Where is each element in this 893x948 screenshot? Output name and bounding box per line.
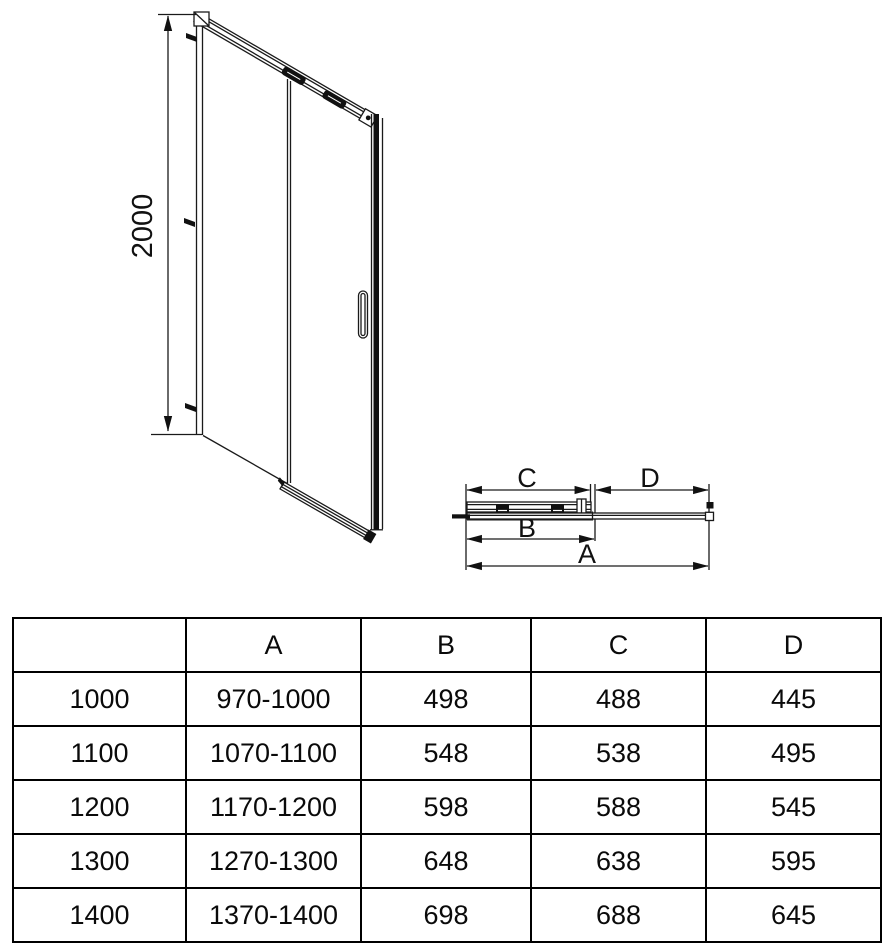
cell-a: 1070-1100: [186, 726, 361, 780]
dimensions-table: [12, 617, 882, 943]
dim-label-d: D: [640, 463, 660, 493]
cell-b: 648: [361, 834, 531, 888]
cell-size: 1400: [13, 888, 186, 942]
height-dimension-label: 2000: [127, 193, 159, 259]
dim-label-b: B: [517, 513, 537, 543]
col-header-c: C: [531, 618, 706, 672]
table-row: [13, 672, 881, 726]
cell-b: 548: [361, 726, 531, 780]
fixed-panel-bottom-edge: [203, 436, 288, 485]
cell-a: 1270-1300: [186, 834, 361, 888]
cell-b: 498: [361, 672, 531, 726]
table-header-row: [13, 618, 881, 672]
col-header-a: A: [186, 618, 361, 672]
table-row: [13, 834, 881, 888]
right-wall-profile: [370, 114, 383, 530]
cell-size: 1200: [13, 780, 186, 834]
bottom-rail: [274, 477, 377, 543]
cell-a: 1370-1400: [186, 888, 361, 942]
cell-size: 1000: [13, 672, 186, 726]
wall-bracket-icons: [184, 33, 197, 412]
top-rail: [193, 12, 378, 127]
cell-b: 698: [361, 888, 531, 942]
cell-a: 1170-1200: [186, 780, 361, 834]
cell-size: 1300: [13, 834, 186, 888]
table-row: [13, 726, 881, 780]
front-view-drawing: [127, 12, 383, 544]
door-handle: [359, 291, 368, 338]
col-header-size: [13, 618, 186, 672]
top-view-drawing: [452, 463, 714, 570]
cell-c: 688: [531, 888, 706, 942]
cell-d: 445: [706, 672, 881, 726]
sliding-door-glass-edge: [288, 79, 291, 483]
table-row: [13, 780, 881, 834]
cell-c: 488: [531, 672, 706, 726]
cell-c: 638: [531, 834, 706, 888]
cell-d: 495: [706, 726, 881, 780]
table-row: [13, 888, 881, 942]
col-header-d: D: [706, 618, 881, 672]
cell-a: 970-1000: [186, 672, 361, 726]
col-header-b: B: [361, 618, 531, 672]
cell-size: 1100: [13, 726, 186, 780]
cell-d: 595: [706, 834, 881, 888]
dim-label-c: C: [517, 463, 537, 493]
cell-c: 588: [531, 780, 706, 834]
left-wall-profile: [197, 14, 203, 435]
dim-label-a: A: [577, 539, 597, 569]
cell-d: 645: [706, 888, 881, 942]
cell-c: 538: [531, 726, 706, 780]
cell-b: 598: [361, 780, 531, 834]
cell-d: 545: [706, 780, 881, 834]
